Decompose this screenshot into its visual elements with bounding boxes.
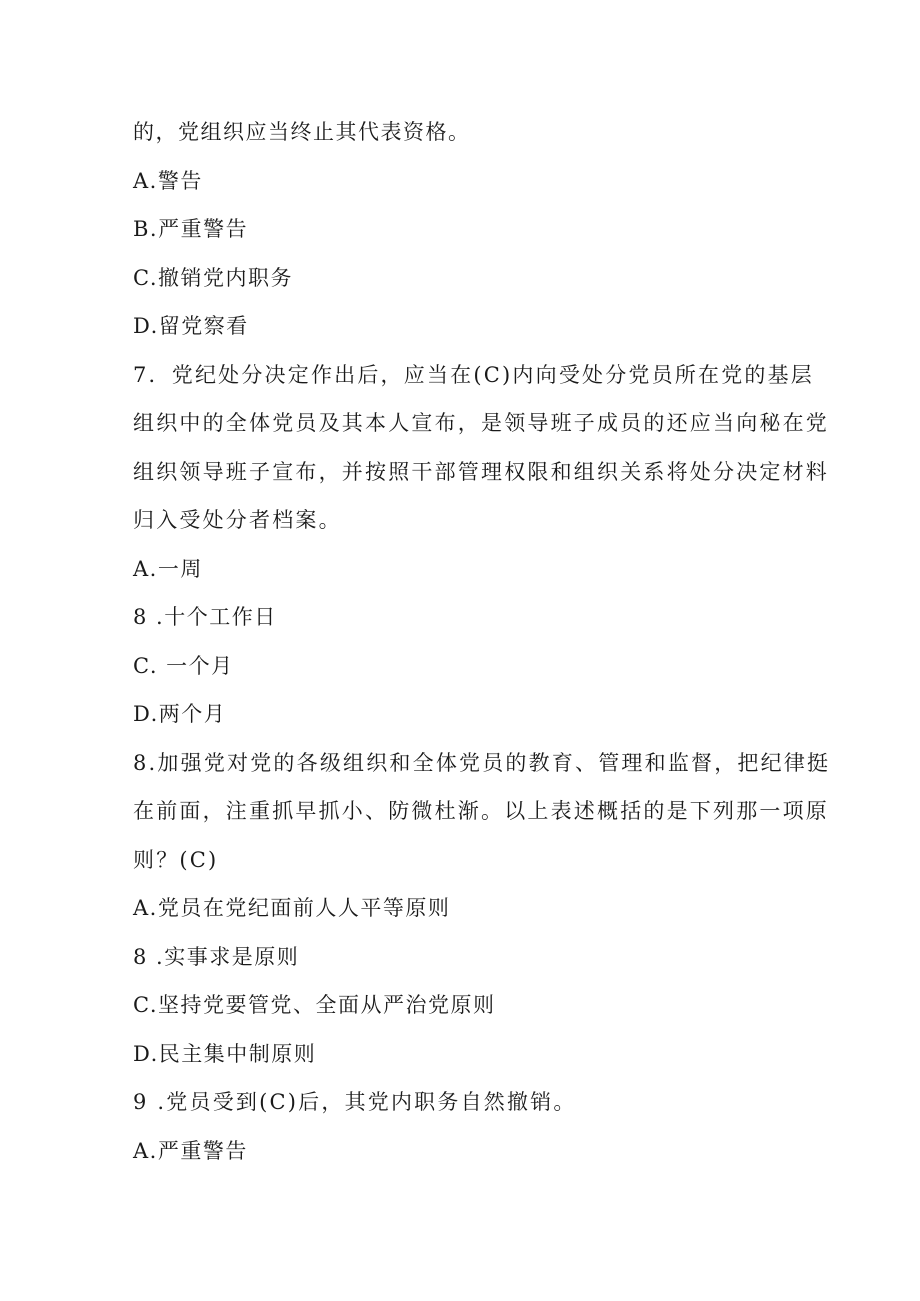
question-line: 8.加强党对党的各级组织和全体党员的教育、管理和监督，把纪律挺 <box>133 750 831 775</box>
option-a: A.严重警告 <box>133 1138 248 1163</box>
option-b: 8 .实事求是原则 <box>133 944 300 969</box>
question-7 <box>133 351 829 545</box>
question-line: 在前面，注重抓早抓小、防微杜渐。以上表述概括的是下列那一项原 <box>133 799 829 823</box>
option-d: D.两个月 <box>133 702 227 726</box>
document-body <box>133 108 831 1175</box>
option-c: C.撤销党内职务 <box>133 265 293 290</box>
question-line: 组织领导班子宣布，并按照干部管理权限和组织关系将处分决定材料 <box>133 459 829 484</box>
question-line: 9 .党员受到(C)后，其党内职务自然撤销。 <box>133 1090 577 1114</box>
question-line: 归入受处分者档案。 <box>133 508 342 532</box>
question-8 <box>133 739 831 885</box>
question-9 <box>133 1078 793 1127</box>
question-line: 7．党纪处分决定作出后，应当在(C)内向受处分党员所在党的基层 <box>133 362 815 387</box>
option-c: C. 一个月 <box>133 653 234 678</box>
option-b: B.严重警告 <box>133 217 249 241</box>
option-c: C.坚持党要管党、全面从严治党原则 <box>133 993 496 1017</box>
option-d: D.留党察看 <box>133 314 249 338</box>
option-d: D.民主集中制原则 <box>133 1041 317 1066</box>
option-a: A.警告 <box>133 168 203 193</box>
text-line: 的，党组织应当终止其代表资格。 <box>133 120 471 144</box>
option-a: A.党员在党纪面前人人平等原则 <box>133 896 451 920</box>
question-line: 组织中的全体党员及其本人宣布，是领导班子成员的还应当向秘在党 <box>133 411 829 435</box>
option-b: 8 .十个工作日 <box>133 605 277 629</box>
question-line: 则？(C) <box>133 847 219 872</box>
option-a: A.一周 <box>133 556 203 581</box>
